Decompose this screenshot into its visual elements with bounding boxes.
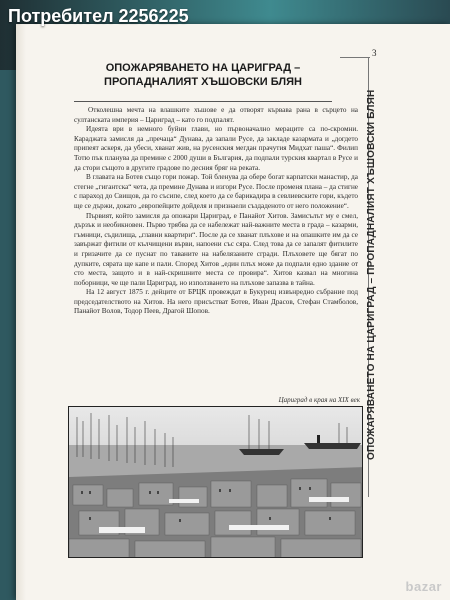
user-watermark: Потребител 2256225 [8, 6, 189, 26]
running-head: ОПОЖАРЯВАНЕТО НА ЦАРИГРАД – ПРОПАДНАЛИЯТ ХЪШОВСКИ БЛЯН [366, 89, 377, 460]
paragraph: На 12 август 1875 г. дейците от БРЦК провеждат в Букурещ извънредно събрание под председателството на Хитов. На него присъстват Ботев, Иван Драсов, Стефан Стамболов, Панайот Волов, Тодор Пеев, Драгой Шопов. [74, 288, 358, 316]
paragraph: Идеята ври в немного буйни глави, но първоначално мераците са по-скромни. Караджата замисля да „пречаца“ Дунава, да запали Русе, да закладе казармата и „догдето припеят аскеря, да убеси, хванат жив, на русенския мегдан прачутия Мидхат паша“. Филип Тотю пък планува да премине с 2000 души в България, да подпали турския квартал в Русе и да стори същото в другите градове по десния бряг на реката. [74, 125, 358, 172]
chapter-title [74, 61, 332, 89]
photo-caption: Цариград в края на XIX век [278, 396, 360, 404]
paragraph: В главата на Ботев също гори пожар. Той бленува да обере богат карпатски манастир, да стегне „гигантска“ чета, да премине Дунава и изгори Русе. После променя плана – да стигне с параход до Свищов, да го съсипе, след което да се барикадира в севлиевските гори, където ще се държи, докато „европейците дойделя и признаели създаденото от него положение“. [74, 173, 358, 210]
harbor-illustration [69, 407, 363, 558]
page-number: 3 [372, 48, 377, 58]
page-gutter [16, 24, 26, 600]
body-text [74, 106, 358, 317]
chapter-title-line-1: ОПОЖАРЯВАНЕТО НА ЦАРИГРАД – [105, 62, 301, 74]
title-rule [74, 101, 332, 102]
bazar-logo: bazar [405, 579, 442, 594]
paragraph: Първият, който замисля да опожари Цариград, е Панайот Хитов. Замисълът му е смел, дързък и необикновен. Първо трябва да се набележат най-важните места в града – казарми, гъмници, съдилища, „главни квартири“. После да се хванат плъхове и на опашките им да се завържат фитили от кълчищени върви, напоени със сяра. След това да се запалят фитилите и гризачите да се пуснат по таваните на набелязаните сгради. Плъховете ще бягат по дупките, сярата ще капе и пали. Според Хитов „един плъх може да подпали едно здание от сто места, защото и в най-скришните места се провира“. Хитов казвал на многина поборници, че ще пали Цариград, но използването на плъхове запазва в тайна. [74, 211, 358, 287]
historic-photo [68, 406, 363, 558]
paragraph: Отколешна мечта на влашките хъшове е да отворят кървава рана в сърцето на султанската империя – Цариград – като го подпалят. [74, 106, 358, 124]
chapter-title-line-2: ПРОПАДНАЛИЯТ ХЪШОВСКИ БЛЯН [104, 76, 302, 88]
